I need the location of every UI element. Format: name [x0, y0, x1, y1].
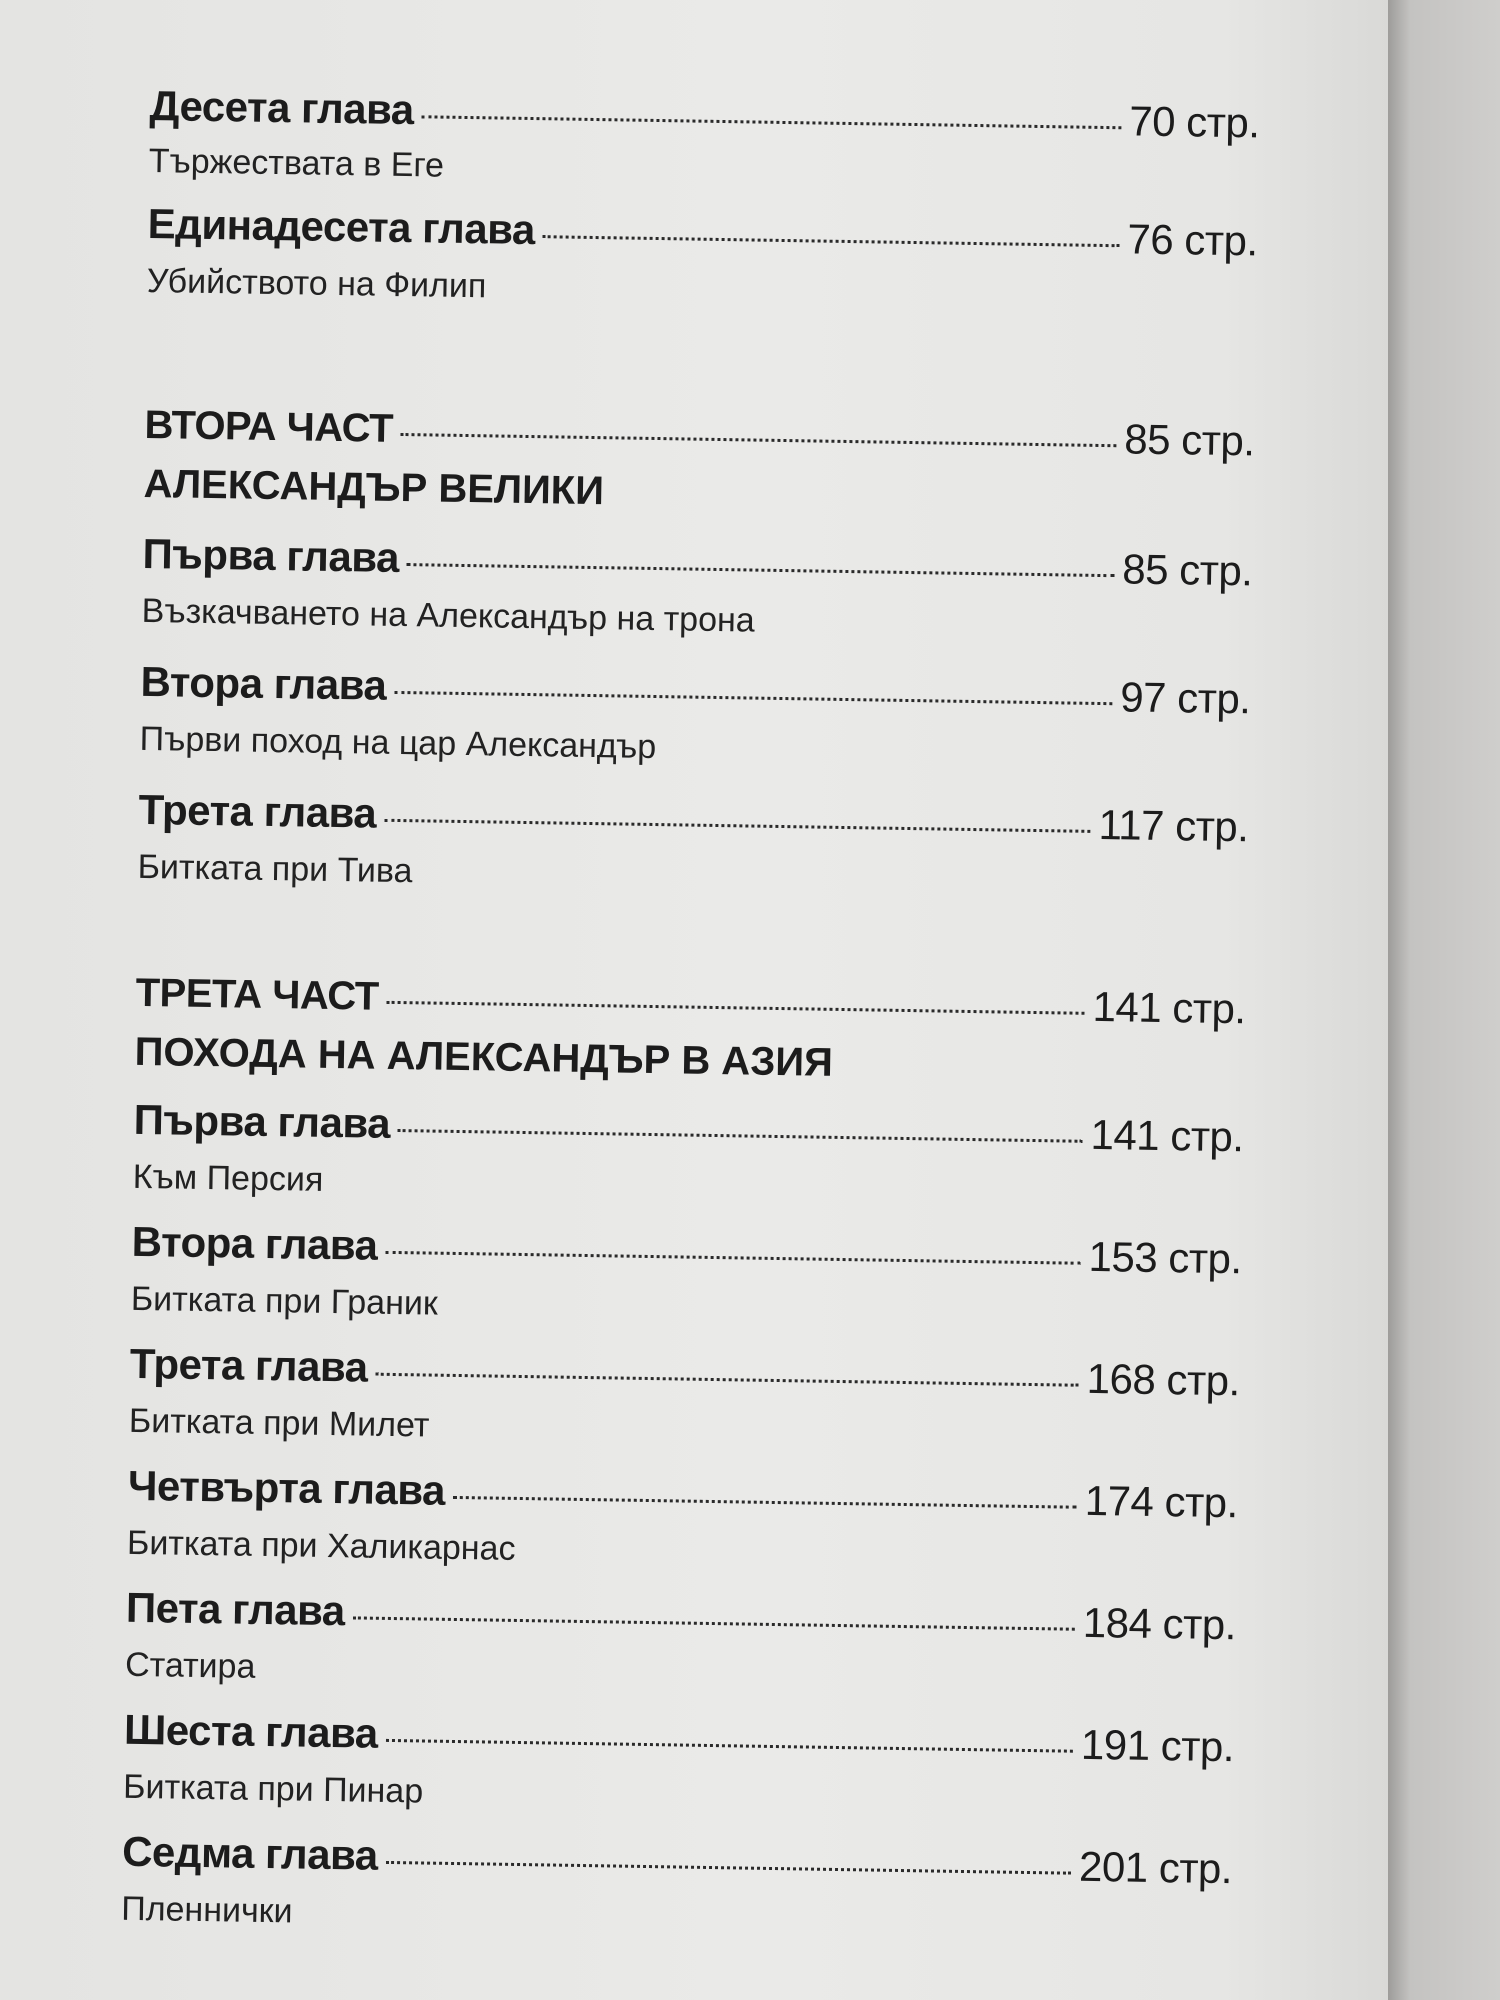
chapter-title: Шеста глава: [123, 1705, 379, 1757]
page-number: 184 стр.: [1082, 1598, 1237, 1649]
toc-entry: [138, 786, 1249, 851]
part-subtitle: ПОХОДА НА АЛЕКСАНДЪР В АЗИЯ: [134, 1029, 834, 1085]
dot-leader: [422, 115, 1122, 129]
chapter-subtitle: Битката при Тива: [137, 847, 413, 891]
page-number: 168 стр.: [1086, 1354, 1241, 1405]
chapter-subtitle: Тържествата в Еге: [148, 141, 445, 185]
dot-leader: [398, 1129, 1083, 1143]
part-subtitle: АЛЕКСАНДЪР ВЕЛИКИ: [143, 461, 605, 514]
dot-leader: [353, 1616, 1075, 1630]
dot-leader: [394, 691, 1112, 705]
toc-entry: [140, 658, 1251, 723]
chapter-subtitle: Убийството на Филип: [146, 261, 487, 306]
page-number: 153 стр.: [1088, 1232, 1243, 1283]
dot-leader: [386, 1861, 1071, 1875]
dot-leader: [385, 1251, 1080, 1265]
chapter-subtitle: Пленнички: [121, 1889, 293, 1931]
page-number: 141 стр.: [1090, 1110, 1244, 1161]
part-title: ВТОРА ЧАСТ: [144, 402, 394, 451]
chapter-subtitle: Към Персия: [132, 1157, 324, 1199]
chapter-title: Втора глава: [131, 1217, 378, 1269]
toc-entry: [124, 1706, 1235, 1771]
page-number: 85 стр.: [1121, 545, 1253, 595]
chapter-subtitle: Битката при Халикарнас: [126, 1523, 516, 1568]
page-number: 70 стр.: [1128, 97, 1260, 147]
chapter-title: Втора глава: [140, 657, 387, 709]
toc-entry: [142, 530, 1253, 595]
toc-entry: [133, 1096, 1244, 1161]
dot-leader: [384, 819, 1090, 833]
dot-leader: [407, 563, 1114, 577]
toc-entry: [147, 200, 1258, 265]
dot-leader: [387, 1001, 1085, 1015]
page-number: 201 стр.: [1078, 1842, 1233, 1893]
dot-leader: [453, 1496, 1077, 1509]
chapter-title: Четвърта глава: [127, 1461, 446, 1514]
page-number: 141 стр.: [1092, 982, 1246, 1033]
chapter-subtitle: Битката при Милет: [128, 1401, 430, 1445]
page-number: 76 стр.: [1127, 215, 1259, 265]
chapter-title: Първа глава: [133, 1095, 391, 1147]
chapter-subtitle: Битката при Граник: [130, 1279, 439, 1323]
chapter-title: Първа глава: [142, 529, 400, 581]
part-title: ТРЕТА ЧАСТ: [135, 970, 380, 1019]
toc-entry: [131, 1218, 1242, 1283]
toc-entry: [126, 1584, 1237, 1649]
chapter-title: Пета глава: [125, 1583, 346, 1635]
chapter-subtitle: Първи поход на цар Александър: [139, 719, 657, 767]
chapter-title: Трета глава: [129, 1339, 368, 1391]
chapter-title: Трета глава: [138, 785, 377, 837]
chapter-title: Единадесета глава: [147, 199, 536, 254]
toc-part-entry: [135, 968, 1246, 1033]
toc-entry: [128, 1462, 1239, 1527]
page-edge-shadow: [1388, 0, 1500, 2000]
chapter-subtitle: Битката при Пинар: [122, 1767, 424, 1811]
toc-entry: [122, 1828, 1233, 1893]
toc-entry: [149, 82, 1260, 147]
dot-leader: [401, 433, 1116, 447]
page-number: 117 стр.: [1098, 800, 1249, 851]
table-of-contents: [121, 82, 1270, 1931]
toc-part-entry: [144, 400, 1255, 465]
dot-leader: [543, 235, 1120, 247]
page-number: 97 стр.: [1119, 673, 1251, 723]
chapter-subtitle: Възкачването на Александър на трона: [141, 591, 756, 640]
chapter-title: Седма глава: [121, 1827, 379, 1879]
page-number: 85 стр.: [1123, 415, 1255, 465]
dot-leader: [375, 1373, 1078, 1387]
dot-leader: [386, 1739, 1073, 1753]
chapter-title: Десета глава: [149, 82, 415, 134]
toc-entry: [129, 1340, 1240, 1405]
page-number: 191 стр.: [1080, 1720, 1235, 1771]
chapter-subtitle: Статира: [124, 1645, 256, 1686]
page-number: 174 стр.: [1084, 1476, 1239, 1527]
